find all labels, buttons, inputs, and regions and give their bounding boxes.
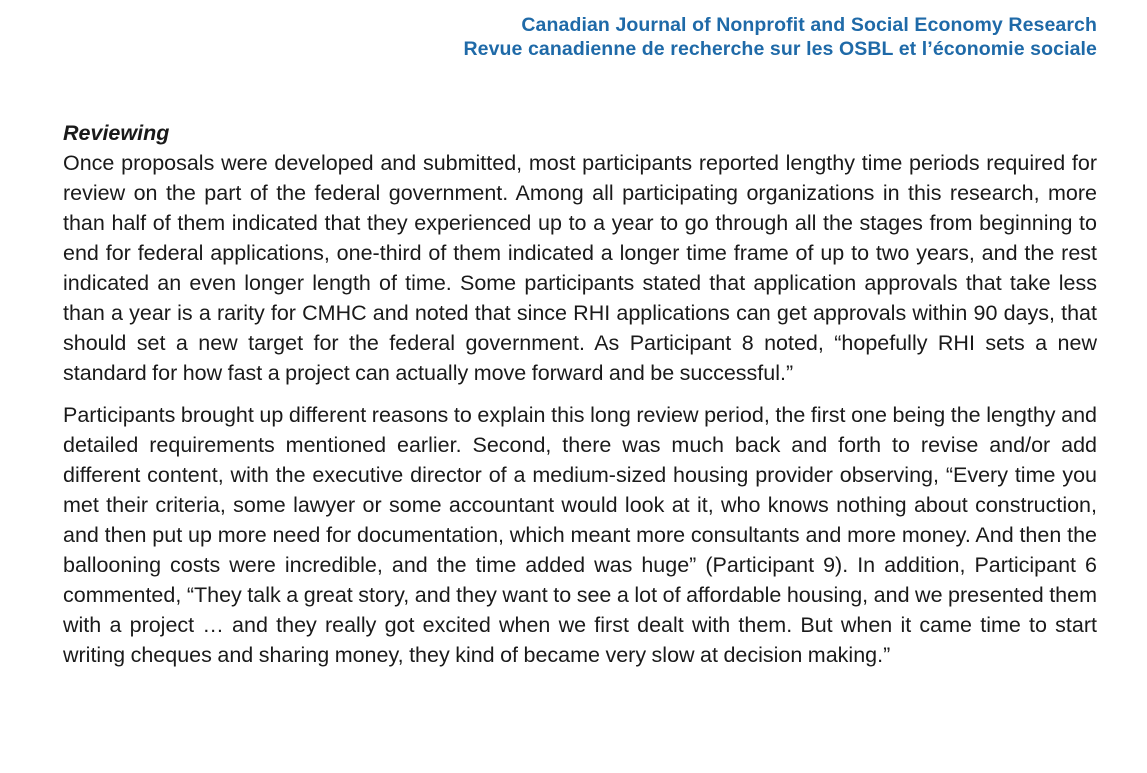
journal-title-english: Canadian Journal of Nonprofit and Social Economy Research [521, 14, 1097, 36]
body-paragraph: Participants brought up different reasons to explain this long review period, the first one being the lengthy and detailed requirements mentioned earlier. Second, there was much back and forth to revise and/or add different content, with the executive director of a medium-sized housing provider observing, “Every time you met their criteria, some lawyer or some accountant would look at it, who knows nothing about construction, and then put up more need for documentation, which meant more consultants and more money. And then the ballooning costs were incredible, and the time added was huge” (Participant 9). In addition, Participant 6 commented, “They talk a great story, and they want to see a lot of affordable housing, and we presented them with a project … and they really got excited when we first dealt with them. But when it came time to start writing cheques and sharing money, they kind of became very slow at decision making.” [63, 403, 1097, 667]
journal-header [463, 13, 1097, 61]
journal-title-french: Revue canadienne de recherche sur les OSBL et l’économie sociale [463, 38, 1097, 60]
article-body [63, 118, 1097, 670]
section-heading: Reviewing [63, 121, 170, 145]
body-paragraph: Once proposals were developed and submitted, most participants reported lengthy time periods required for review on the part of the federal government. Among all participating organizations in this research, more than half of them indicated that they experienced up to a year to go through all the stages from beginning to end for federal applications, one-third of them indicated a longer time frame of up to two years, and the rest indicated an even longer length of time. Some participants stated that application approvals that take less than a year is a rarity for CMHC and noted that since RHI applications can get approvals within 90 days, that should set a new target for the federal government. As Participant 8 noted, “hopefully RHI sets a new standard for how fast a project can actually move forward and be successful.” [63, 151, 1097, 385]
